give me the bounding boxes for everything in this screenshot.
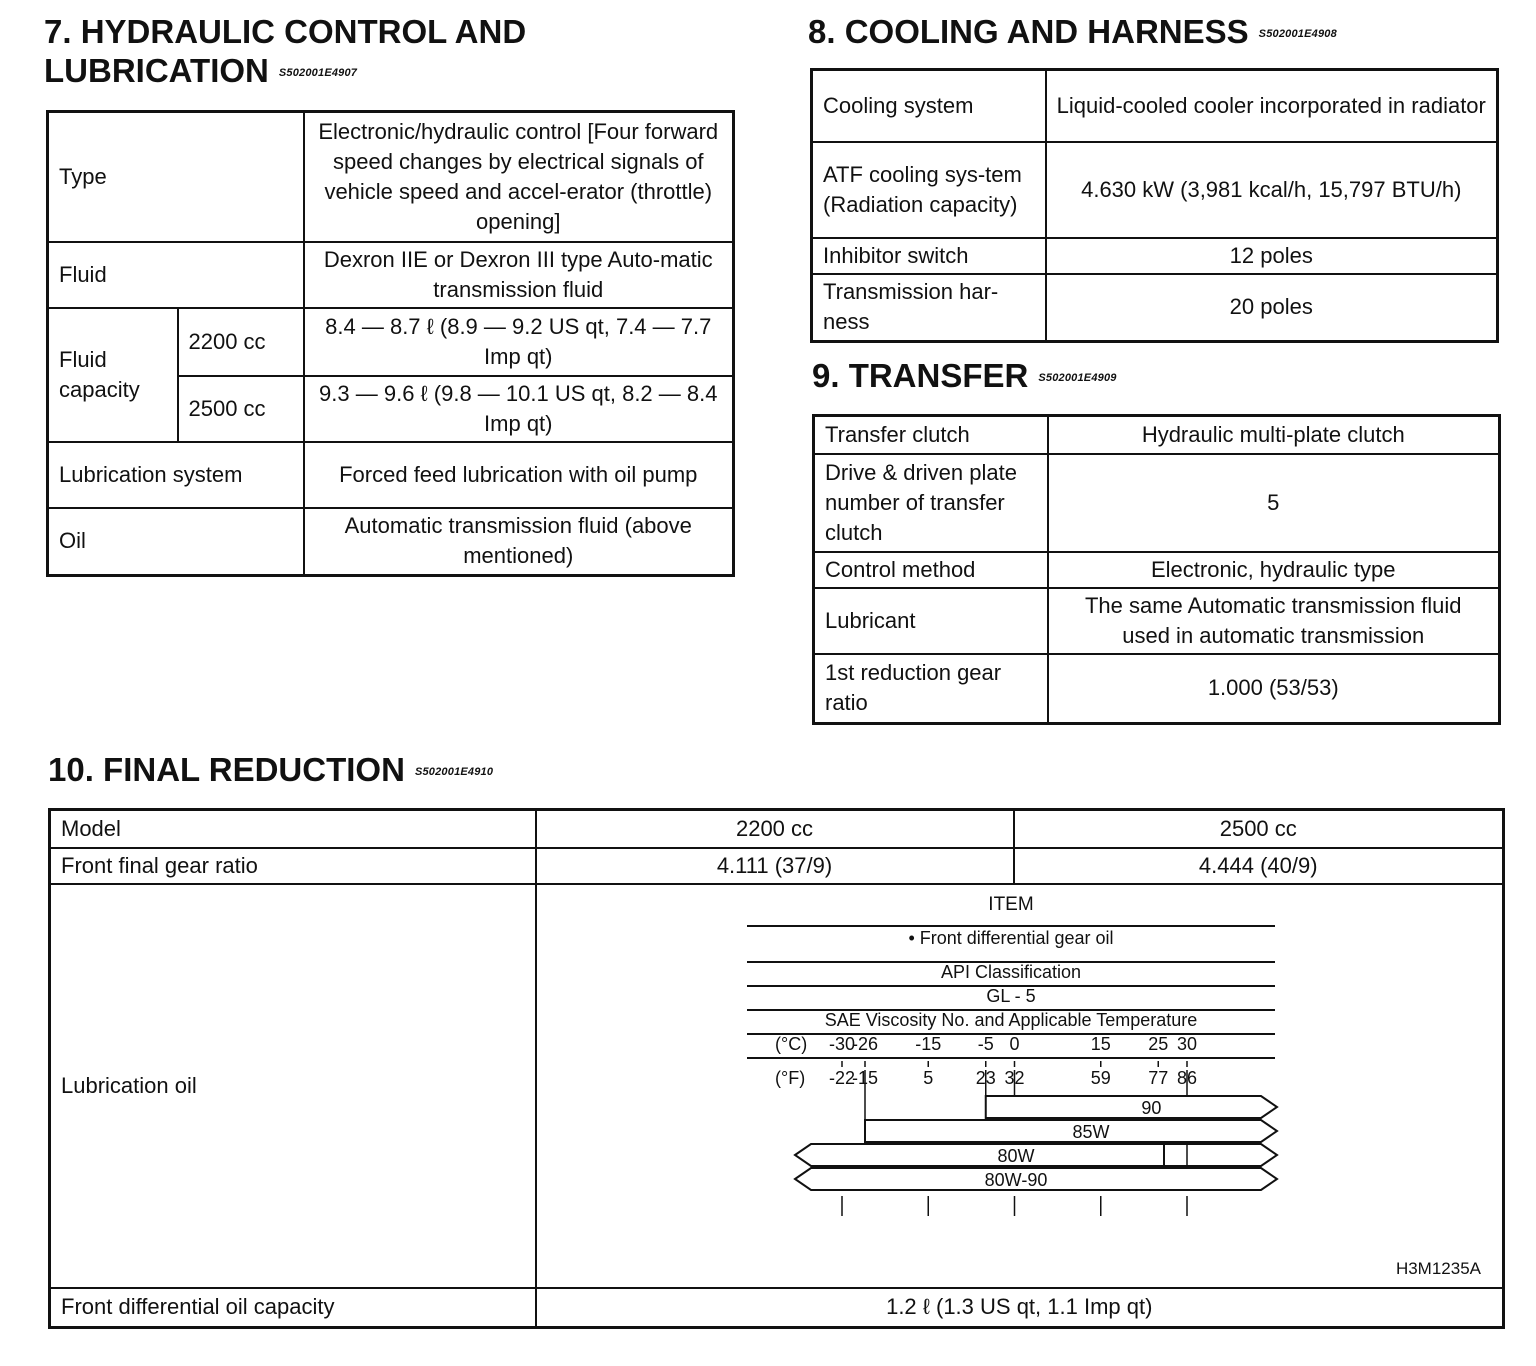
lubrication-oil-label: Lubrication oil [50,884,536,1288]
lubricant-value: The same Automatic transmission fluid used in automatic transmission [1048,588,1500,654]
atf-cooling-value: 4.630 kW (3,981 kcal/h, 15,797 BTU/h) [1046,142,1498,238]
cooling-system-label: Cooling system [812,70,1046,142]
chart-celsius-tick: 15 [1090,1033,1111,1054]
chart-celsius-tick: 30 [1176,1033,1197,1054]
sec7-title-2 [44,51,357,93]
chart-celsius-tick: -30 [828,1033,855,1054]
reduction-ratio-label: 1st reduction gear ratio [814,654,1048,724]
front-gear-ratio-2500: 4.444 (40/9) [1014,848,1504,884]
sec9-code: S502001E4909 [1038,372,1117,385]
sec10-title-text: 10. FINAL REDUCTION [48,751,405,788]
model-label: Model [50,810,536,848]
chart-bar-90 [985,1096,1276,1118]
chart-bar-label: 85W [1071,1121,1110,1142]
transfer-clutch-value: Hydraulic multi-plate clutch [1048,416,1500,454]
transmission-harness-label: Transmission har-ness [812,274,1046,342]
chart-celsius-unit: (°C) [774,1033,807,1054]
sec8-title [808,12,1337,54]
chart-fahrenheit-tick: -22 [828,1067,855,1088]
final-reduction-table [48,808,1505,1329]
sec7-code: S502001E4907 [278,67,358,80]
control-method-value: Electronic, hydraulic type [1048,552,1500,588]
chart-fahrenheit-tick: 77 [1147,1067,1168,1088]
chart-fahrenheit-tick: 59 [1090,1067,1111,1088]
chart-celsius-tick: 25 [1147,1033,1168,1054]
plate-number-value: 5 [1048,454,1500,552]
sec7-title-line1: 7. HYDRAULIC CONTROL AND [44,13,527,50]
fluid-value: Dexron IIE or Dexron III type Auto-matic transmission fluid [304,242,734,308]
reduction-ratio-value: 1.000 (53/53) [1048,654,1500,724]
chart-bar-label: 80W [996,1145,1035,1166]
lubrication-system-label: Lubrication system [48,442,304,508]
chart-celsius-tick: -5 [977,1033,994,1054]
chart-figure-code: H3M1235A [1395,1258,1481,1278]
chart-item-label: ITEM [987,893,1034,915]
chart-celsius-tick: -26 [851,1033,878,1054]
chart-fahrenheit-tick: 5 [922,1067,933,1088]
chart-api-value: GL - 5 [985,985,1036,1006]
chart-celsius-tick: 0 [1008,1033,1020,1054]
transfer-clutch-label: Transfer clutch [814,416,1048,454]
sec9-title [812,356,1117,398]
plate-number-label: Drive & driven plate number of transfer clutch [814,454,1048,552]
model-2200: 2200 cc [536,810,1014,848]
lubrication-system-value: Forced feed lubrication with oil pump [304,442,734,508]
atf-cooling-label: ATF cooling sys-tem (Radiation capacity) [812,142,1046,238]
sec8-title-text: 8. COOLING AND HARNESS [808,13,1249,50]
chart-api-label: API Classification [940,961,1081,982]
chart-fahrenheit-tick: -15 [851,1067,878,1088]
chart-fahrenheit-unit: (°F) [774,1067,805,1088]
chart-celsius-tick: -15 [914,1033,941,1054]
transfer-table [812,414,1501,725]
sec7-title-line2: LUBRICATION [44,52,269,89]
inhibitor-switch-label: Inhibitor switch [812,238,1046,274]
model-2500: 2500 cc [1014,810,1504,848]
control-method-label: Control method [814,552,1048,588]
fluid-label: Fluid [48,242,304,308]
chart-fahrenheit-tick: 23 [975,1067,996,1088]
transmission-harness-value: 20 poles [1046,274,1498,342]
inhibitor-switch-value: 12 poles [1046,238,1498,274]
chart-bar-label: 90 [1140,1097,1161,1118]
front-diff-oil-capacity-label: Front differential oil capacity [50,1288,536,1328]
sec7-title [44,12,526,52]
type-label: Type [48,112,304,242]
chart-sae-label: SAE Viscosity No. and Applicable Temperature [824,1009,1197,1030]
cooling-table [810,68,1499,343]
capacity-2500-value: 9.3 — 9.6 ℓ (9.8 — 10.1 US qt, 8.2 — 8.4 Imp qt) [304,376,734,442]
capacity-2500-label: 2500 cc [178,376,304,442]
lubricant-label: Lubricant [814,588,1048,654]
viscosity-chart [537,886,1501,1286]
sec10-code: S502001E4910 [414,766,494,779]
sec10-title [48,750,493,792]
hydraulic-table [46,110,735,577]
oil-label: Oil [48,508,304,576]
chart-fahrenheit-tick: 32 [1003,1067,1025,1088]
fluid-capacity-label: Fluid capacity [48,308,178,442]
front-diff-oil-capacity-value: 1.2 ℓ (1.3 US qt, 1.1 Imp qt) [536,1288,1504,1328]
chart-bar-label: 80W-90 [984,1169,1047,1190]
lubrication-oil-chart-cell [536,884,1504,1288]
chart-bar-80w [795,1144,1277,1166]
capacity-2200-label: 2200 cc [178,308,304,376]
front-gear-ratio-label: Front final gear ratio [50,848,536,884]
chart-bar-85w [865,1120,1277,1142]
oil-value: Automatic transmission fluid (above mentioned) [304,508,734,576]
sec8-code: S502001E4908 [1258,28,1337,41]
sec9-title-text: 9. TRANSFER [812,357,1029,394]
front-gear-ratio-2200: 4.111 (37/9) [536,848,1014,884]
capacity-2200-value: 8.4 — 8.7 ℓ (8.9 — 9.2 US qt, 7.4 — 7.7 Imp qt) [304,308,734,376]
cooling-system-value: Liquid-cooled cooler incorporated in radiator [1046,70,1498,142]
chart-item-value: • Front differential gear oil [907,927,1114,948]
chart-fahrenheit-tick: 86 [1176,1067,1197,1088]
type-value: Electronic/hydraulic control [Four forward speed changes by electrical signals of vehicle speed and accel-erator (throttle) opening] [304,112,734,242]
